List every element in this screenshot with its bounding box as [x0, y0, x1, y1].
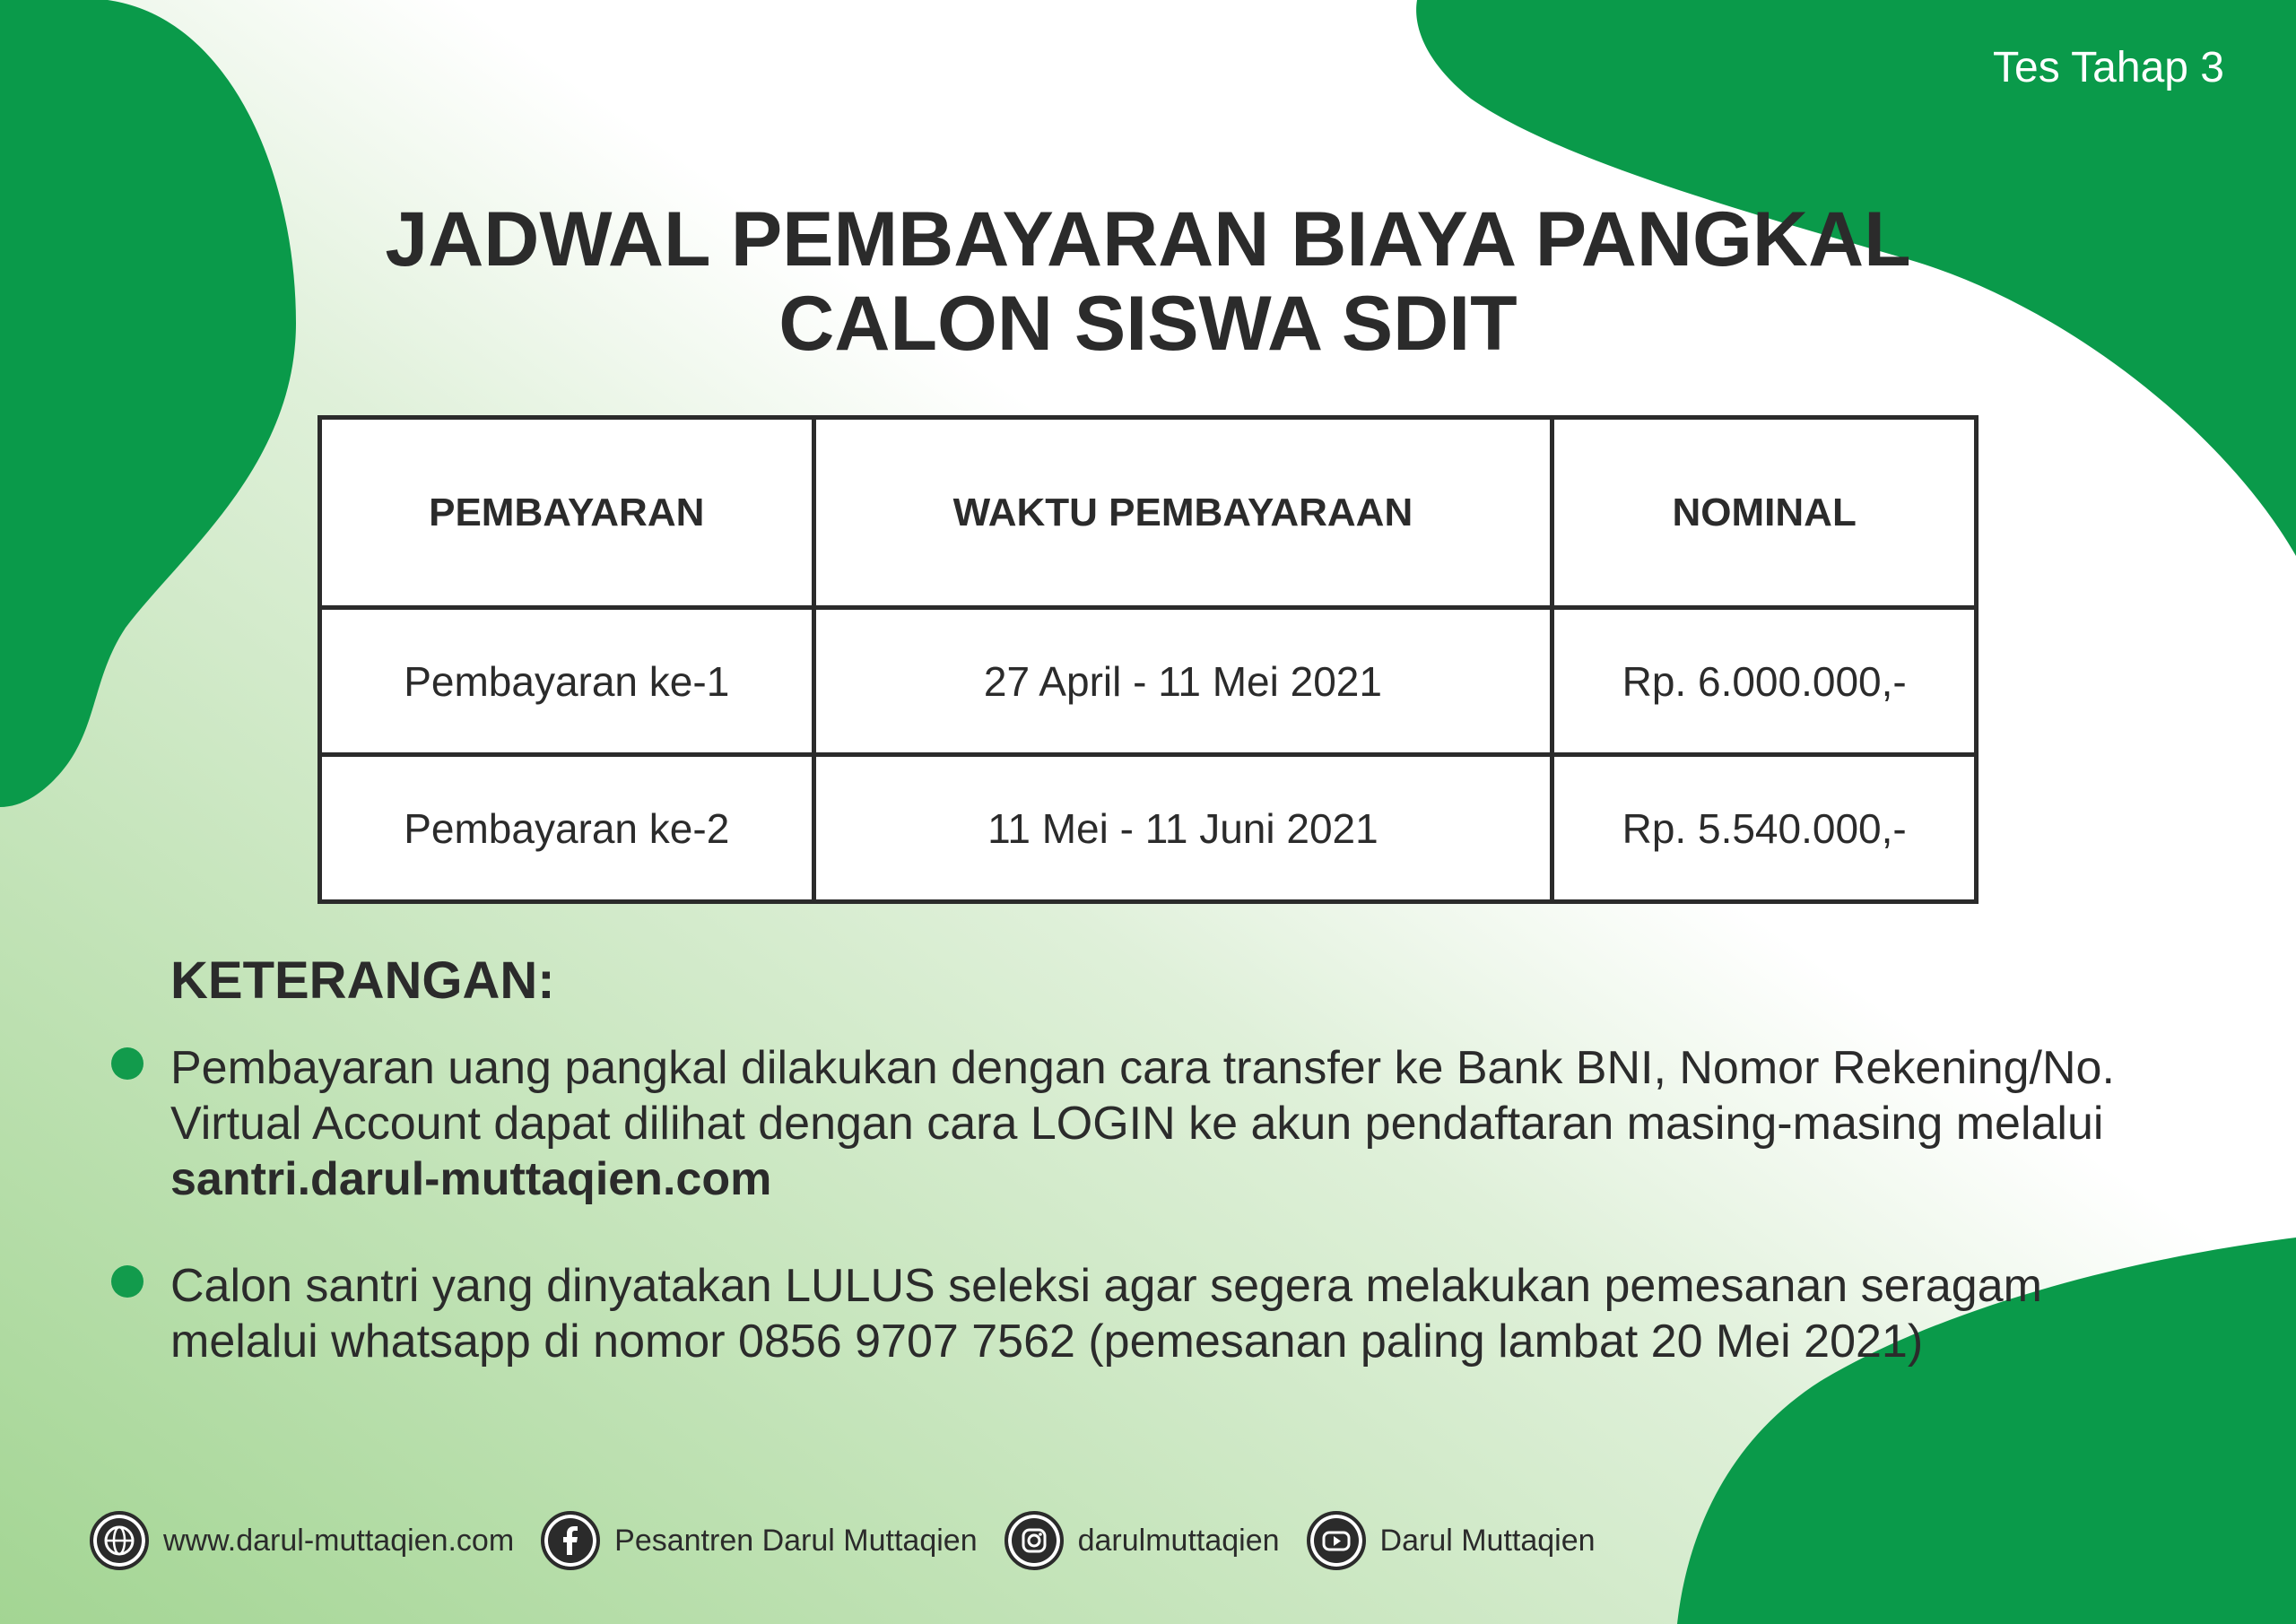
title-line-1: JADWAL PEMBAYARAN BIAYA PANGKAL [385, 196, 1911, 282]
table-row [320, 608, 1977, 755]
footer-social-links [90, 1511, 1622, 1570]
footer-link-facebook[interactable] [541, 1511, 977, 1570]
youtube-icon [1307, 1511, 1366, 1570]
globe-icon [90, 1511, 149, 1570]
payment-period-cell: 11 Mei - 11 Juni 2021 [813, 755, 1552, 902]
payment-period-cell: 27 April - 11 Mei 2021 [813, 608, 1552, 755]
facebook-icon [541, 1511, 600, 1570]
payment-name-cell: Pembayaran ke-1 [320, 608, 814, 755]
note-text: Calon santri yang dinyatakan LULUS seleksi agar segera melakukan pemesanan seragam melalui whatsapp di nomor 0856 9707 7562 (pemesanan paling lambat 20 Mei 2021) [170, 1260, 2042, 1368]
note-item [170, 1258, 2179, 1369]
payment-amount-cell: Rp. 5.540.000,- [1552, 755, 1977, 902]
stage-label: Tes Tahap 3 [1993, 44, 2224, 91]
bullet-icon [111, 1047, 144, 1080]
table-header-row [320, 418, 1977, 608]
note-item [170, 1040, 2179, 1207]
title-line-2: CALON SISWA SDIT [778, 281, 1518, 367]
note-text: Pembayaran uang pangkal dilakukan dengan cara transfer ke Bank BNI, Nomor Rekening/No. Virtual Account dapat dilihat dengan cara LOGIN ke akun pendaftaran masing-masing melalui [170, 1042, 2115, 1150]
payment-schedule-table [317, 415, 1979, 904]
footer-link-label: Pesantren Darul Muttaqien [614, 1523, 978, 1558]
table-row [320, 755, 1977, 902]
instagram-icon [1004, 1511, 1064, 1570]
footer-link-youtube[interactable] [1307, 1511, 1596, 1570]
page-title [161, 197, 2135, 366]
footer-link-label: Darul Muttaqien [1379, 1523, 1596, 1558]
footer-link-label: www.darul-muttaqien.com [163, 1523, 515, 1558]
footer-link-instagram[interactable] [1004, 1511, 1280, 1570]
payment-amount-cell: Rp. 6.000.000,- [1552, 608, 1977, 755]
notes-heading: KETERANGAN: [170, 951, 555, 1010]
footer-link-label: darulmuttaqien [1077, 1523, 1280, 1558]
payment-name-cell: Pembayaran ke-2 [320, 755, 814, 902]
column-header-payment: PEMBAYARAN [320, 418, 814, 608]
website-link[interactable]: santri.darul-muttaqien.com [170, 1153, 772, 1205]
column-header-amount: NOMINAL [1552, 418, 1977, 608]
column-header-time: WAKTU PEMBAYARAAN [813, 418, 1552, 608]
bullet-icon [111, 1265, 144, 1298]
footer-link-website[interactable] [90, 1511, 514, 1570]
